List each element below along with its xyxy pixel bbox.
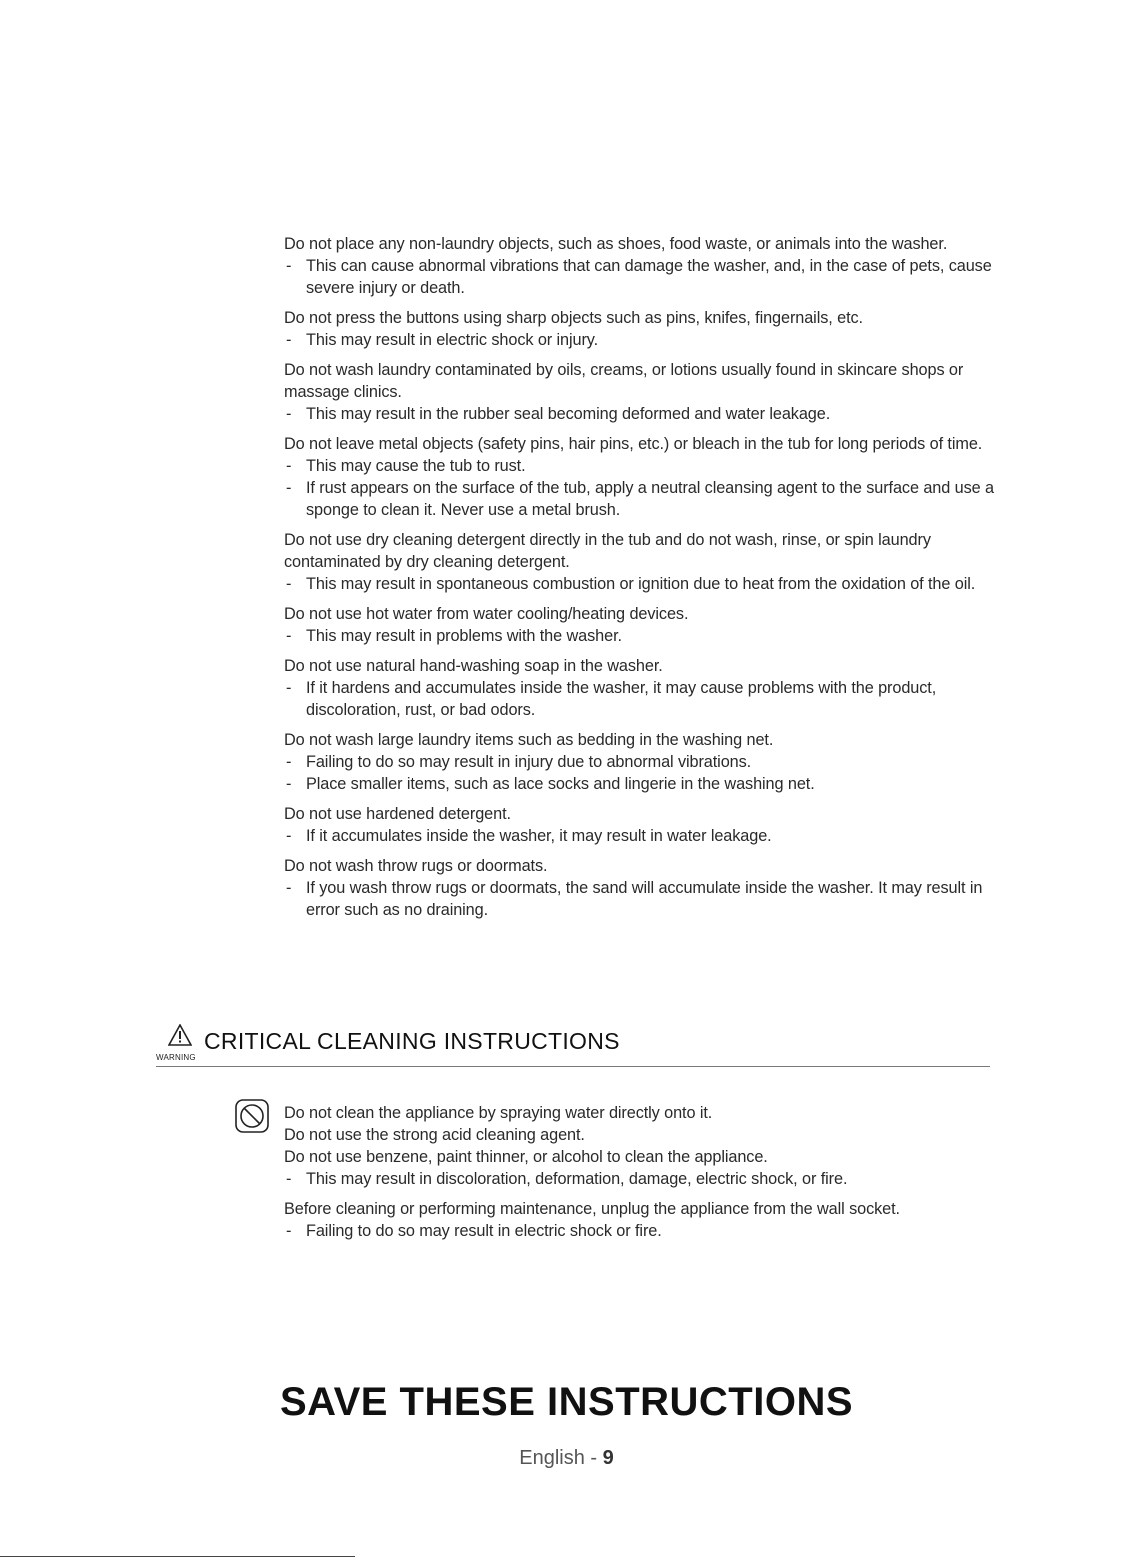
critical-section-header — [156, 1022, 990, 1067]
instruction-item — [284, 433, 999, 521]
instruction-note: - If it accumulates inside the washer, it may result in water leakage. — [284, 825, 999, 847]
instruction-item — [284, 529, 999, 595]
instruction-note: - If rust appears on the surface of the tub, apply a neutral cleansing agent to the surface and use a sponge to clean it. Never use a metal brush. — [284, 477, 999, 521]
instruction-item — [284, 603, 999, 647]
instruction-text: Do not use natural hand-washing soap in the washer. — [284, 657, 663, 675]
instruction-note: - This may result in discoloration, deformation, damage, electric shock, or fire. — [284, 1168, 999, 1190]
instruction-text: Do not wash laundry contaminated by oils, creams, or lotions usually found in skincare shops or massage clinics. — [284, 361, 964, 401]
warning-label: WARNING — [156, 1053, 196, 1062]
instruction-item — [284, 803, 999, 847]
instruction-text: Do not wash throw rugs or doormats. — [284, 857, 548, 875]
instruction-note: - This may result in problems with the washer. — [284, 625, 999, 647]
instruction-note: - If you wash throw rugs or doormats, the sand will accumulate inside the washer. It may result in error such as no draining. — [284, 877, 999, 921]
instruction-item — [284, 1102, 999, 1190]
instruction-note: - This may result in the rubber seal becoming deformed and water leakage. — [284, 403, 999, 425]
instruction-text: Do not place any non-laundry objects, such as shoes, food waste, or animals into the washer. — [284, 235, 948, 253]
instruction-item — [284, 729, 999, 795]
instruction-note: - Failing to do so may result in injury due to abnormal vibrations. — [284, 751, 999, 773]
instruction-text: Do not clean the appliance by spraying water directly onto it. — [284, 1104, 713, 1122]
instruction-text: Do not use dry cleaning detergent directly in the tub and do not wash, rinse, or spin laundry contaminated by dry cleaning detergent. — [284, 531, 931, 571]
instruction-note: - Place smaller items, such as lace socks and lingerie in the washing net. — [284, 773, 999, 795]
instruction-text: Do not use benzene, paint thinner, or alcohol to clean the appliance. — [284, 1148, 768, 1166]
instruction-text: Do not use the strong acid cleaning agent. — [284, 1126, 585, 1144]
instruction-note: - This may result in electric shock or injury. — [284, 329, 999, 351]
instruction-item — [284, 233, 999, 299]
footer-rule — [0, 1556, 355, 1557]
instruction-item — [284, 359, 999, 425]
instruction-item — [284, 855, 999, 921]
instruction-note: - Failing to do so may result in electric shock or fire. — [284, 1220, 999, 1242]
warnings-list — [284, 233, 999, 929]
instruction-text: Do not leave metal objects (safety pins, hair pins, etc.) or bleach in the tub for long periods of time. — [284, 435, 983, 453]
instruction-text: Do not press the buttons using sharp objects such as pins, knifes, fingernails, etc. — [284, 309, 863, 327]
instruction-item — [284, 1198, 999, 1242]
instruction-note: - This can cause abnormal vibrations that can damage the washer, and, in the case of pets, cause severe injury or death. — [284, 255, 999, 299]
section-title: CRITICAL CLEANING INSTRUCTIONS — [204, 1028, 620, 1054]
instruction-text: Before cleaning or performing maintenance, unplug the appliance from the wall socket. — [284, 1200, 900, 1218]
instruction-text: Do not use hardened detergent. — [284, 805, 511, 823]
instruction-note: - This may cause the tub to rust. — [284, 455, 999, 477]
instruction-text: Do not wash large laundry items such as bedding in the washing net. — [284, 731, 774, 749]
instruction-text: Do not use hot water from water cooling/heating devices. — [284, 605, 689, 623]
page-label: English - — [519, 1447, 603, 1469]
page-number-value: 9 — [602, 1447, 614, 1469]
instruction-item — [284, 655, 999, 721]
instruction-note: - This may result in spontaneous combustion or ignition due to heat from the oxidation of the oil. — [284, 573, 999, 595]
prohibited-icon — [234, 1098, 270, 1134]
save-instructions-heading: SAVE THESE INSTRUCTIONS — [279, 1380, 854, 1424]
warning-triangle-icon — [156, 1024, 202, 1064]
instruction-item — [284, 307, 999, 351]
instruction-note: - If it hardens and accumulates inside the washer, it may cause problems with the product, discoloration, rust, or bad odors. — [284, 677, 999, 721]
page-number — [0, 1447, 1133, 1470]
critical-list — [284, 1102, 999, 1250]
